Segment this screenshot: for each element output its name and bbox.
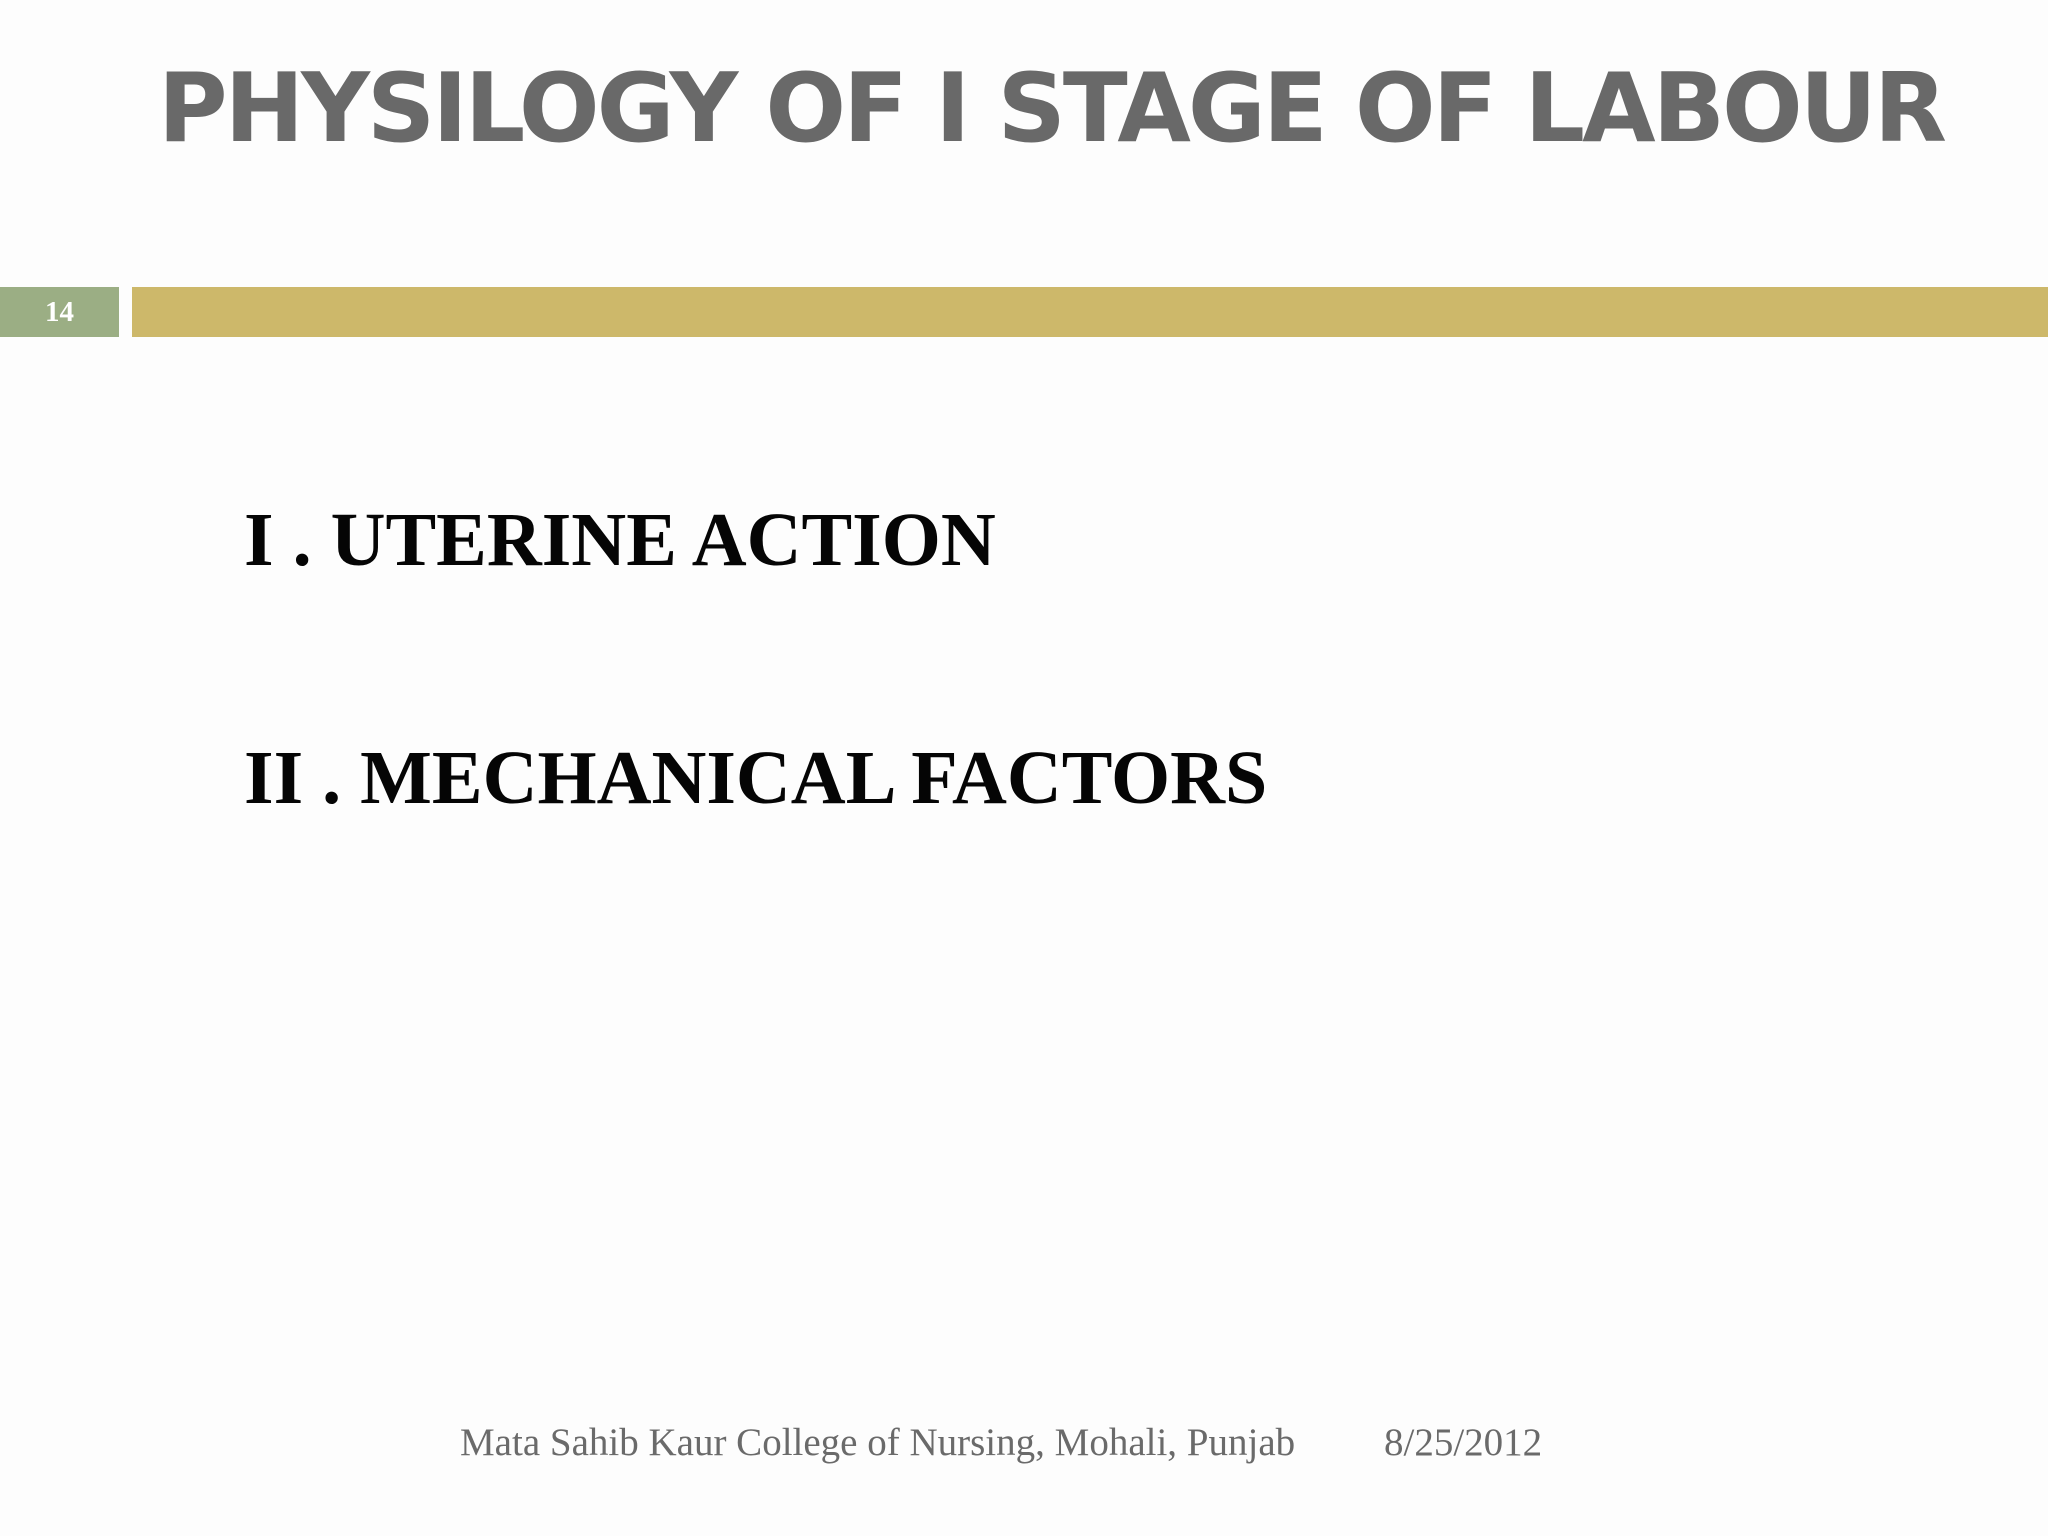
slide-number: 14 <box>45 296 74 328</box>
footer-date: 8/25/2012 <box>1384 1421 1543 1464</box>
footer-organization: Mata Sahib Kaur College of Nursing, Mohali, Punjab <box>460 1421 1296 1464</box>
content-point-uterine-action: I . UTERINE ACTION <box>244 498 996 582</box>
content-point-mechanical-factors: II . MECHANICAL FACTORS <box>244 736 1268 820</box>
slide-content <box>244 490 1267 828</box>
title-accent-bar <box>132 287 2048 337</box>
slide-title: PHYSILOGY OF I STAGE OF LABOUR <box>158 54 1945 164</box>
slide-number-badge <box>0 287 119 337</box>
